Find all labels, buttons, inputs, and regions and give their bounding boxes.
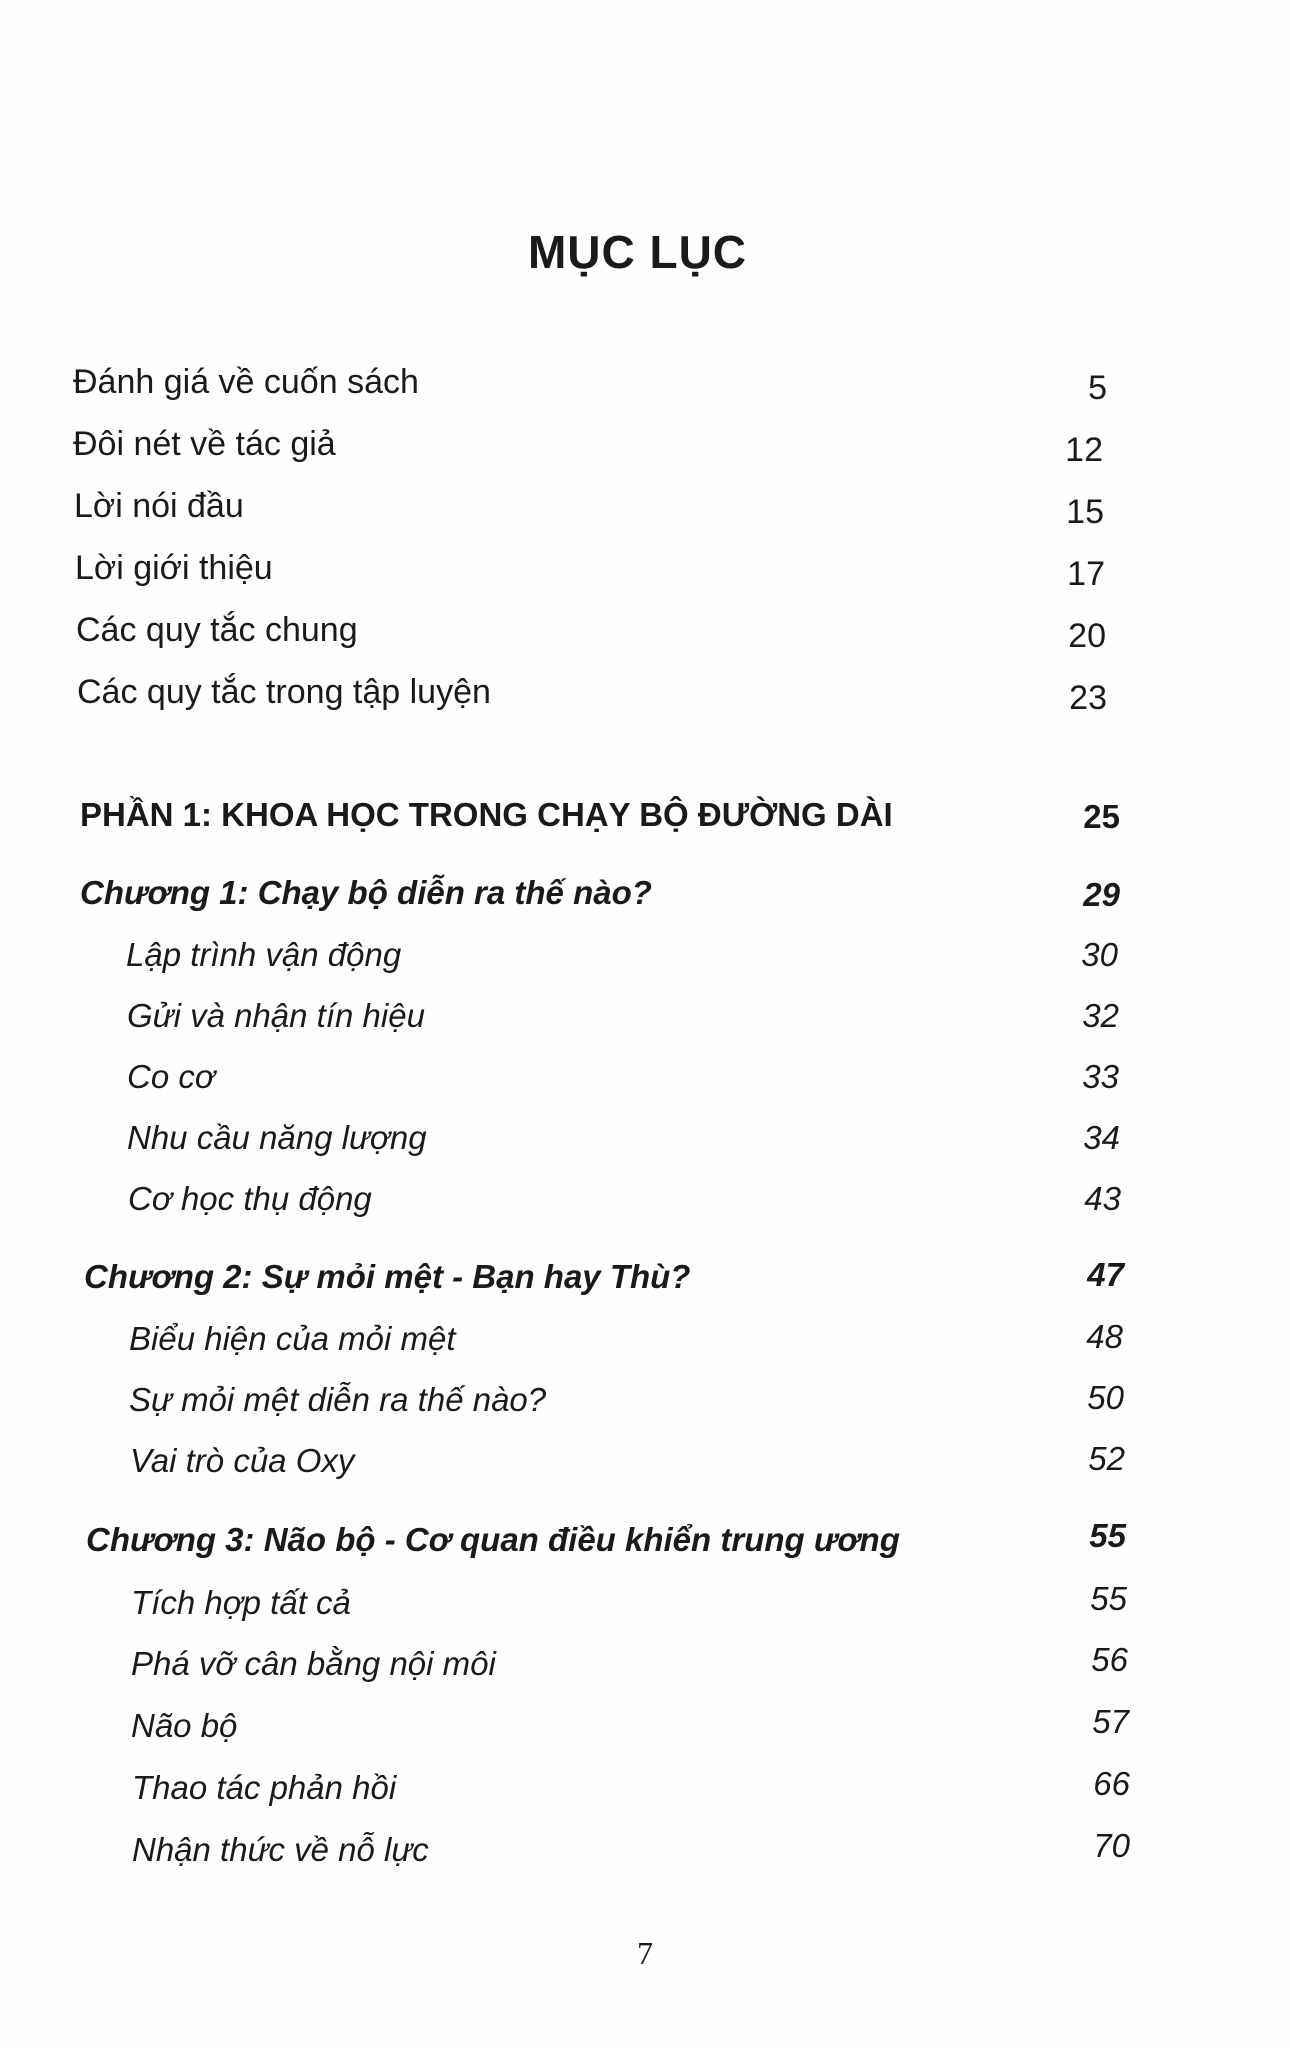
toc-section-label: Nhận thức về nỗ lực [132,1831,429,1868]
toc-entry-front [77,667,1107,717]
toc-chapter-page: 47 [1087,1256,1124,1293]
toc-section-entry [129,1375,1124,1425]
toc-section-label: Tích hợp tất cả [131,1584,351,1621]
toc-entry-label: Các quy tắc trong tập luyện [77,673,491,711]
toc-entry-label: Đôi nét về tác giả [73,425,336,463]
toc-section-entry [127,1113,1120,1163]
toc-chapter-label: Chương 3: Não bộ - Cơ quan điều khiển trung ương [86,1521,900,1558]
toc-section-entry [127,1052,1119,1102]
toc-entry-page: 17 [1067,555,1105,593]
toc-chapter-heading [80,868,1120,918]
page-title: MỤC LỤC [527,226,748,278]
toc-section-page: 34 [1083,1119,1120,1156]
toc-section-entry [130,1436,1125,1486]
toc-entry-front [76,605,1106,655]
toc-section-page: 33 [1082,1058,1119,1095]
toc-chapter-page: 55 [1089,1517,1126,1554]
toc-entry-page: 5 [1088,369,1107,407]
toc-section-label: Vai trò của Oxy [130,1442,355,1479]
toc-section-label: Thao tác phản hồi [132,1769,397,1806]
toc-section-page: 52 [1088,1440,1125,1477]
toc-section-label: Co cơ [127,1058,215,1095]
toc-section-entry [132,1825,1130,1875]
toc-entry-page: 15 [1066,493,1104,531]
toc-section-label: Biểu hiện của mỏi mệt [129,1320,456,1357]
toc-entry-label: Đánh giá về cuốn sách [73,363,419,401]
toc-section-page: 57 [1092,1703,1129,1740]
toc-section-page: 55 [1090,1580,1127,1617]
toc-entry-front [73,357,1107,407]
toc-section-entry [132,1763,1130,1813]
toc-entry-front [75,543,1105,593]
toc-chapter-heading [86,1515,1126,1565]
toc-chapter-page: 29 [1083,876,1120,913]
toc-section-label: Phá vỡ cân bằng nội môi [131,1645,496,1682]
toc-section-label: Não bộ [131,1707,238,1744]
toc-section-page: 30 [1081,936,1118,973]
toc-section-entry [131,1701,1129,1751]
toc-part-label: PHẦN 1: KHOA HỌC TRONG CHẠY BỘ ĐƯỜNG DÀI [80,796,893,833]
toc-entry-page: 20 [1068,617,1106,655]
page-number: 7 [637,1935,653,1971]
toc-entry-front [73,419,1103,469]
toc-entry-label: Lời nói đầu [74,487,244,525]
toc-section-entry [131,1639,1128,1689]
toc-section-entry [126,930,1118,980]
toc-section-page: 50 [1087,1379,1124,1416]
toc-section-page: 32 [1082,997,1119,1034]
toc-section-entry [131,1578,1127,1628]
toc-part-heading [80,790,1120,840]
toc-section-label: Lập trình vận động [126,936,402,973]
toc-section-entry [127,991,1119,1041]
toc-section-label: Gửi và nhận tín hiệu [127,997,425,1034]
toc-section-page: 48 [1086,1318,1123,1355]
toc-entry-page: 12 [1065,431,1103,469]
toc-section-page: 43 [1084,1180,1121,1217]
toc-part-page: 25 [1083,798,1120,835]
toc-section-label: Cơ học thụ động [128,1180,372,1217]
toc-entry-front [74,481,1104,531]
toc-entry-label: Lời giới thiệu [75,549,273,587]
toc-chapter-label: Chương 2: Sự mỏi mệt - Bạn hay Thù? [84,1258,691,1295]
toc-section-label: Sự mỏi mệt diễn ra thế nào? [129,1381,547,1418]
toc-section-label: Nhu cầu năng lượng [127,1119,427,1156]
toc-section-entry [128,1174,1121,1224]
toc-entry-page: 23 [1069,679,1107,717]
toc-chapter-heading [84,1252,1124,1302]
toc-section-page: 70 [1093,1827,1130,1864]
toc-entry-label: Các quy tắc chung [76,611,358,649]
toc-chapter-label: Chương 1: Chạy bộ diễn ra thế nào? [80,874,652,911]
toc-section-entry [129,1314,1123,1364]
toc-section-page: 56 [1091,1641,1128,1678]
toc-section-page: 66 [1093,1765,1130,1802]
